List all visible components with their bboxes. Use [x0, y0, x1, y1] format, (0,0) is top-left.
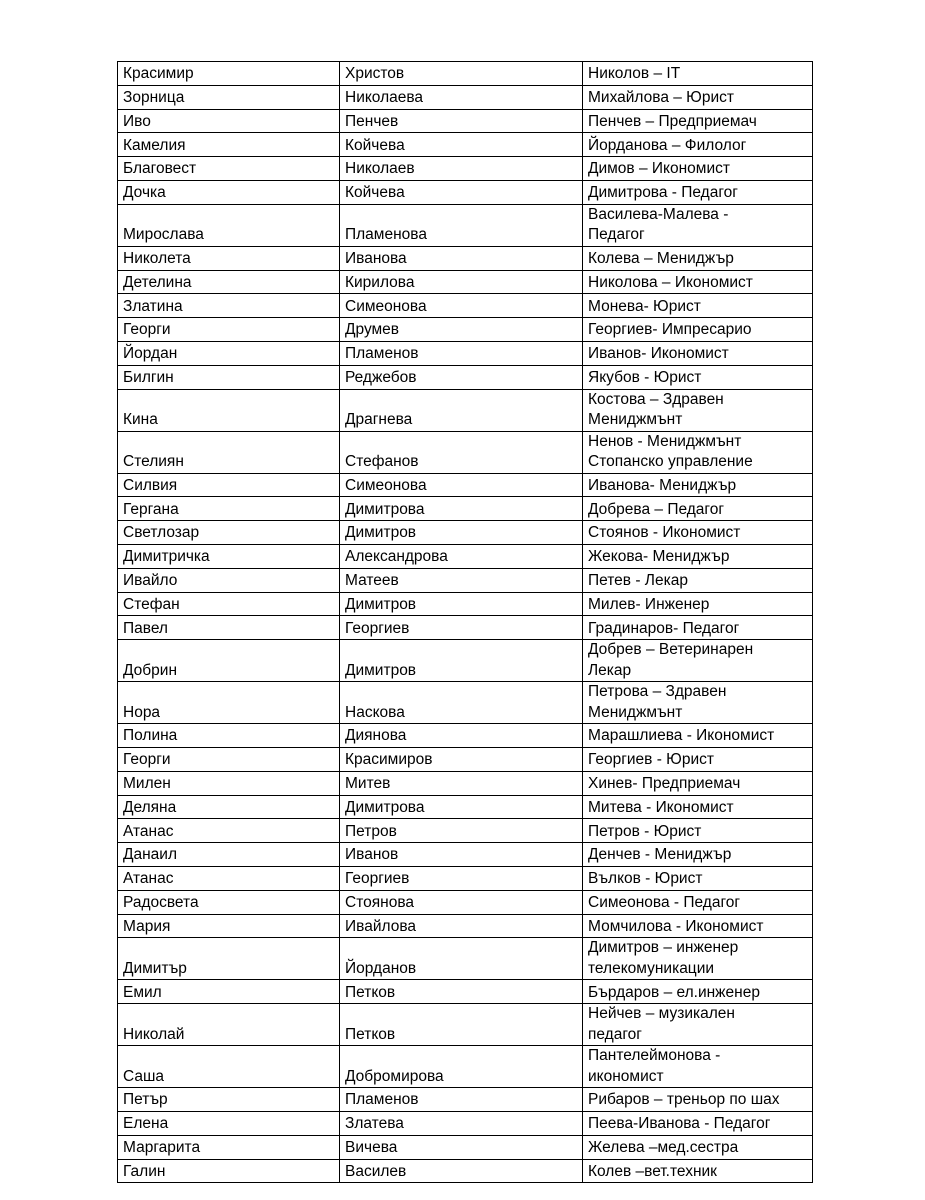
last-name-cell: Митев [340, 771, 583, 795]
table-row [118, 389, 813, 431]
table-row [118, 521, 813, 545]
first-name-cell: Радосвета [118, 890, 340, 914]
mentor-cell: Иванов- Икономист [583, 341, 813, 365]
first-name-cell: Детелина [118, 270, 340, 294]
first-name-cell: Милен [118, 771, 340, 795]
table-row [118, 1159, 813, 1183]
first-name-cell: Златина [118, 294, 340, 318]
table-row [118, 724, 813, 748]
table-row [118, 133, 813, 157]
last-name-cell: Койчева [340, 133, 583, 157]
mentor-cell: Момчилова - Икономист [583, 914, 813, 938]
first-name-cell: Йордан [118, 341, 340, 365]
last-name-cell: Димитров [340, 592, 583, 616]
table-row [118, 890, 813, 914]
last-name-cell: Наскова [340, 682, 583, 724]
mentor-cell: Марашлиева - Икономист [583, 724, 813, 748]
table-row [118, 62, 813, 86]
mentor-cell: Жекова- Мениджър [583, 544, 813, 568]
last-name-cell: Александрова [340, 544, 583, 568]
first-name-cell: Петър [118, 1088, 340, 1112]
mentor-cell: Симеонова - Педагог [583, 890, 813, 914]
mentor-cell: Пеева-Иванова - Педагог [583, 1111, 813, 1135]
last-name-cell: Василев [340, 1159, 583, 1183]
mentor-cell: Ненов - Мениджмънт Стопанско управление [583, 431, 813, 473]
first-name-cell: Нора [118, 682, 340, 724]
last-name-cell: Димитрова [340, 497, 583, 521]
first-name-cell: Полина [118, 724, 340, 748]
mentor-cell: Митева - Икономист [583, 795, 813, 819]
last-name-cell: Златева [340, 1111, 583, 1135]
first-name-cell: Иво [118, 109, 340, 133]
mentor-cell: Николова – Икономист [583, 270, 813, 294]
first-name-cell: Георги [118, 747, 340, 771]
first-name-cell: Мария [118, 914, 340, 938]
first-name-cell: Добрин [118, 640, 340, 682]
last-name-cell: Стефанов [340, 431, 583, 473]
last-name-cell: Димитров [340, 521, 583, 545]
first-name-cell: Данаил [118, 843, 340, 867]
last-name-cell: Пламенова [340, 204, 583, 246]
first-name-cell: Николета [118, 246, 340, 270]
names-table [117, 61, 813, 1183]
first-name-cell: Силвия [118, 473, 340, 497]
first-name-cell: Николай [118, 1004, 340, 1046]
table-row [118, 771, 813, 795]
last-name-cell: Реджебов [340, 365, 583, 389]
table-row [118, 497, 813, 521]
last-name-cell: Стоянова [340, 890, 583, 914]
table-row [118, 431, 813, 473]
last-name-cell: Петров [340, 819, 583, 843]
table-row [118, 365, 813, 389]
mentor-cell: Колев –вет.техник [583, 1159, 813, 1183]
last-name-cell: Иванова [340, 246, 583, 270]
last-name-cell: Георгиев [340, 616, 583, 640]
last-name-cell: Христов [340, 62, 583, 86]
mentor-cell: Йорданова – Филолог [583, 133, 813, 157]
first-name-cell: Мирослава [118, 204, 340, 246]
table-row [118, 294, 813, 318]
table-row [118, 473, 813, 497]
last-name-cell: Добромирова [340, 1046, 583, 1088]
table-row [118, 616, 813, 640]
first-name-cell: Атанас [118, 819, 340, 843]
mentor-cell: Петрова – Здравен Мениджмънт [583, 682, 813, 724]
last-name-cell: Друмев [340, 318, 583, 342]
first-name-cell: Галин [118, 1159, 340, 1183]
last-name-cell: Пламенов [340, 341, 583, 365]
last-name-cell: Диянова [340, 724, 583, 748]
mentor-cell: Якубов - Юрист [583, 365, 813, 389]
mentor-cell: Стоянов - Икономист [583, 521, 813, 545]
table-row [118, 1046, 813, 1088]
table-row [118, 640, 813, 682]
mentor-cell: Михайлова – Юрист [583, 85, 813, 109]
first-name-cell: Атанас [118, 866, 340, 890]
mentor-cell: Рибаров – треньор по шах [583, 1088, 813, 1112]
first-name-cell: Дочка [118, 180, 340, 204]
last-name-cell: Димитров [340, 640, 583, 682]
table-row [118, 682, 813, 724]
mentor-cell: Димитров – инженер телекомуникации [583, 938, 813, 980]
table-row [118, 843, 813, 867]
mentor-cell: Димитрова - Педагог [583, 180, 813, 204]
last-name-cell: Драгнева [340, 389, 583, 431]
mentor-cell: Колева – Мениджър [583, 246, 813, 270]
first-name-cell: Кина [118, 389, 340, 431]
last-name-cell: Ивайлова [340, 914, 583, 938]
table-row [118, 866, 813, 890]
table-row [118, 819, 813, 843]
table-row [118, 1135, 813, 1159]
table-row [118, 109, 813, 133]
last-name-cell: Димитрова [340, 795, 583, 819]
mentor-cell: Пантелеймонова - икономист [583, 1046, 813, 1088]
table-row [118, 318, 813, 342]
last-name-cell: Койчева [340, 180, 583, 204]
mentor-cell: Пенчев – Предприемач [583, 109, 813, 133]
mentor-cell: Милев- Инженер [583, 592, 813, 616]
table-row [118, 341, 813, 365]
mentor-cell: Иванова- Мениджър [583, 473, 813, 497]
first-name-cell: Ивайло [118, 568, 340, 592]
last-name-cell: Пламенов [340, 1088, 583, 1112]
first-name-cell: Билгин [118, 365, 340, 389]
last-name-cell: Георгиев [340, 866, 583, 890]
first-name-cell: Елена [118, 1111, 340, 1135]
mentor-cell: Денчев - Мениджър [583, 843, 813, 867]
first-name-cell: Саша [118, 1046, 340, 1088]
last-name-cell: Петков [340, 980, 583, 1004]
table-row [118, 938, 813, 980]
mentor-cell: Петров - Юрист [583, 819, 813, 843]
first-name-cell: Стелиян [118, 431, 340, 473]
first-name-cell: Красимир [118, 62, 340, 86]
mentor-cell: Хинев- Предприемач [583, 771, 813, 795]
last-name-cell: Николаева [340, 85, 583, 109]
first-name-cell: Димитричка [118, 544, 340, 568]
table-row [118, 795, 813, 819]
last-name-cell: Симеонова [340, 473, 583, 497]
first-name-cell: Благовест [118, 157, 340, 181]
mentor-cell: Василева-Малева - Педагог [583, 204, 813, 246]
first-name-cell: Павел [118, 616, 340, 640]
mentor-cell: Костова – Здравен Мениджмънт [583, 389, 813, 431]
mentor-cell: Георгиев- Импресарио [583, 318, 813, 342]
first-name-cell: Зорница [118, 85, 340, 109]
table-body [118, 62, 813, 1183]
table-row [118, 568, 813, 592]
first-name-cell: Деляна [118, 795, 340, 819]
mentor-cell: Бърдаров – ел.инженер [583, 980, 813, 1004]
mentor-cell: Николов – IT [583, 62, 813, 86]
mentor-cell: Добрева – Педагог [583, 497, 813, 521]
mentor-cell: Петев - Лекар [583, 568, 813, 592]
table-row [118, 1088, 813, 1112]
last-name-cell: Вичева [340, 1135, 583, 1159]
table-row [118, 1004, 813, 1046]
first-name-cell: Камелия [118, 133, 340, 157]
table-row [118, 980, 813, 1004]
table-row [118, 1111, 813, 1135]
mentor-cell: Нейчев – музикален педагог [583, 1004, 813, 1046]
last-name-cell: Матеев [340, 568, 583, 592]
table-row [118, 592, 813, 616]
first-name-cell: Гергана [118, 497, 340, 521]
mentor-cell: Желева –мед.сестра [583, 1135, 813, 1159]
last-name-cell: Иванов [340, 843, 583, 867]
last-name-cell: Красимиров [340, 747, 583, 771]
first-name-cell: Георги [118, 318, 340, 342]
mentor-cell: Георгиев - Юрист [583, 747, 813, 771]
last-name-cell: Петков [340, 1004, 583, 1046]
mentor-cell: Монева- Юрист [583, 294, 813, 318]
first-name-cell: Светлозар [118, 521, 340, 545]
table-row [118, 85, 813, 109]
last-name-cell: Йорданов [340, 938, 583, 980]
table-row [118, 180, 813, 204]
mentor-cell: Вълков - Юрист [583, 866, 813, 890]
last-name-cell: Кирилова [340, 270, 583, 294]
first-name-cell: Емил [118, 980, 340, 1004]
table-row [118, 747, 813, 771]
table-row [118, 544, 813, 568]
table-row [118, 270, 813, 294]
mentor-cell: Димов – Икономист [583, 157, 813, 181]
table-row [118, 204, 813, 246]
last-name-cell: Пенчев [340, 109, 583, 133]
first-name-cell: Димитър [118, 938, 340, 980]
table-row [118, 157, 813, 181]
first-name-cell: Стефан [118, 592, 340, 616]
last-name-cell: Николаев [340, 157, 583, 181]
last-name-cell: Симеонова [340, 294, 583, 318]
table-row [118, 246, 813, 270]
first-name-cell: Маргарита [118, 1135, 340, 1159]
mentor-cell: Градинаров- Педагог [583, 616, 813, 640]
table-row [118, 914, 813, 938]
mentor-cell: Добрев – Ветеринарен Лекар [583, 640, 813, 682]
